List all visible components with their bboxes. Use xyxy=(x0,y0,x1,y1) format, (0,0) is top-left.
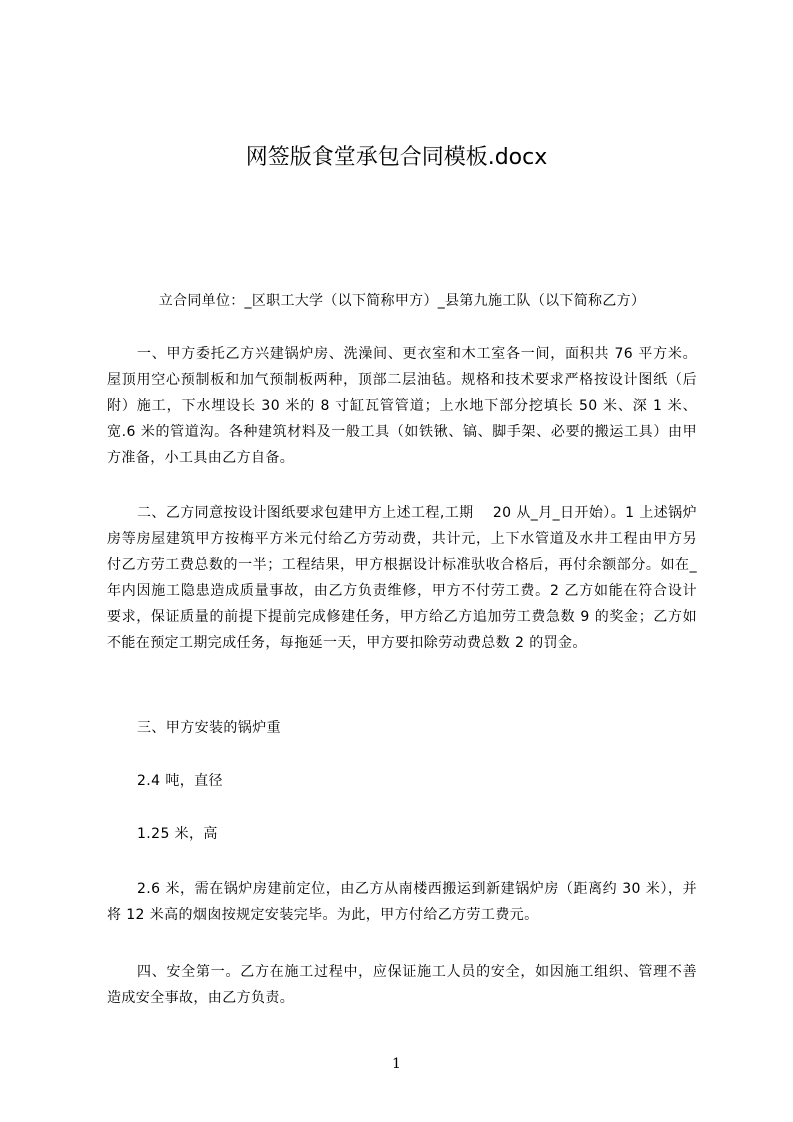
clause-three-height: 2.6 米，需在锅炉房建前定位，由乙方从南楼西搬运到新建锅炉房（距离约 30 米），并将 12 米高的烟囱按规定安装完毕。为此，甲方付给乙方劳工费元。 xyxy=(107,881,697,923)
page-number: 1 xyxy=(392,1056,401,1072)
clause-four: 四、安全第一。乙方在施工过程中，应保证施工人员的安全，如因施工组织、管理不善造成安全事故，由乙方负责。 xyxy=(107,964,697,1006)
clause-two: 二、乙方同意按设计图纸要求包建甲方上述工程,工期 20 从_月_日开始）。1 上述锅炉房等房屋建筑甲方按梅平方米元付给乙方劳动费，共计元，上下水管道及水井工程由甲方另付乙方劳工费总数的一半；工程结果，甲方根据设计标准驮收合格后，再付余额部分。如在_年内因施工隐患造成质量事故，由乙方负责维修，甲方不付劳工费。2 乙方如能在符合设计要求，保证质量的前提下提前完成修建任务，甲方给乙方追加劳工费急数 9 的奖金；乙方如不能在预定工期完成任务，每拖延一天，甲方要扣除劳动费总数 2 的罚金。 xyxy=(107,505,697,651)
document-title: 网签版食堂承包合同模板.docx xyxy=(245,145,548,170)
clause-three-intro: 三、甲方安装的锅炉重 xyxy=(137,720,281,736)
clause-three-weight: 2.4 吨，直径 xyxy=(137,773,223,789)
contract-parties: 立合同单位：_区职工大学（以下简称甲方）_县第九施工队（以下简称乙方） xyxy=(158,293,646,309)
clause-three-diameter: 1.25 米，高 xyxy=(137,826,218,842)
clause-one: 一、甲方委托乙方兴建锅炉房、洗澡间、更衣室和木工室各一间，面积共 76 平方米。屋顶用空心预制板和加气预制板两种，顶部二层油毡。规格和技术要求严格按设计图纸（后附）施工，下水埋设长 30 米的 8 寸缸瓦管管道；上水地下部分挖填长 50 米、深 1 米、宽.6 米的管道沟。各种建筑材料及一般工具（如铁锹、镐、脚手架、必要的搬运工具）由甲方准备，小工具由乙方自备。 xyxy=(107,346,697,466)
